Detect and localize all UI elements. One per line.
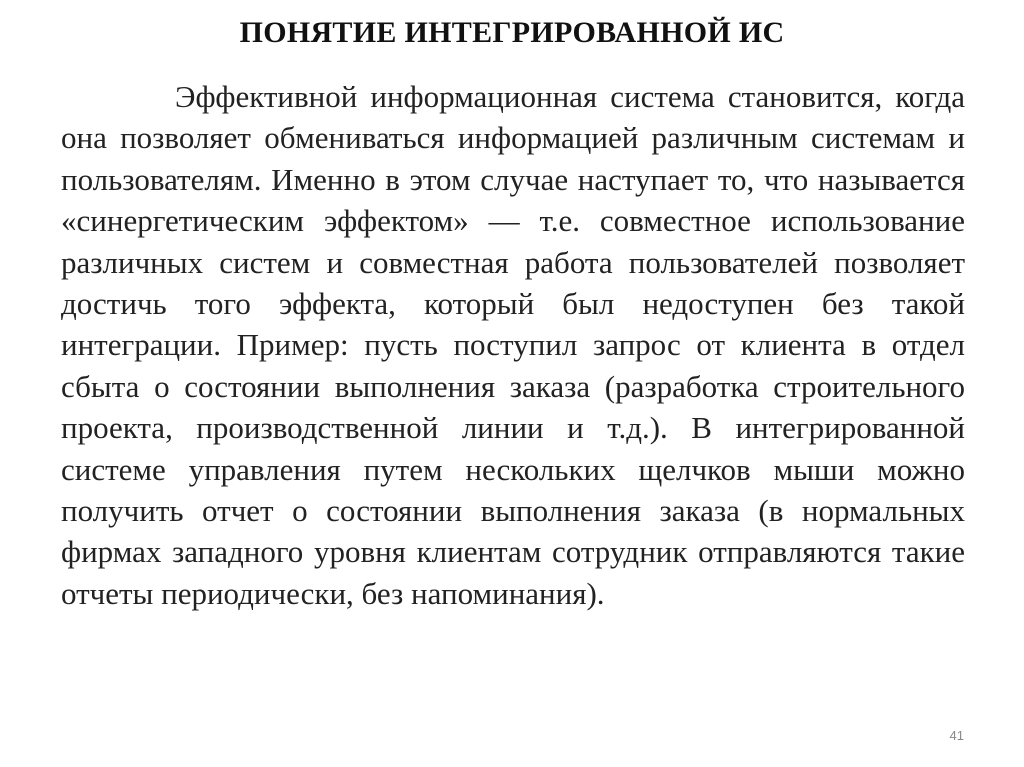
slide-body-text: Эффективной информационная система становится, когда она позволяет обмениваться информацией различным системам и пользователям. Именно в этом случае наступает то, что называется «синергетическим эффектом» — т.е. совместное использование различных систем и совместная работа пользователей позволяет достичь того эффекта, который был недоступен без такой интеграции. Пример: пусть поступил запрос от клиента в отдел сбыта о состоянии выполнения заказа (разработка строительного проекта, производственной линии и т.д.). В интегрированной системе управления путем нескольких щелчков мыши можно получить отчет о состоянии выполнения заказа (в нормальных фирмах западного уровня клиентам сотрудник отправляются такие отчеты периодически, без напоминания). — [61, 79, 965, 611]
page-number: 41 — [949, 728, 964, 743]
slide-title: ПОНЯТИЕ ИНТЕГРИРОВАННОЙ ИС — [239, 16, 785, 49]
